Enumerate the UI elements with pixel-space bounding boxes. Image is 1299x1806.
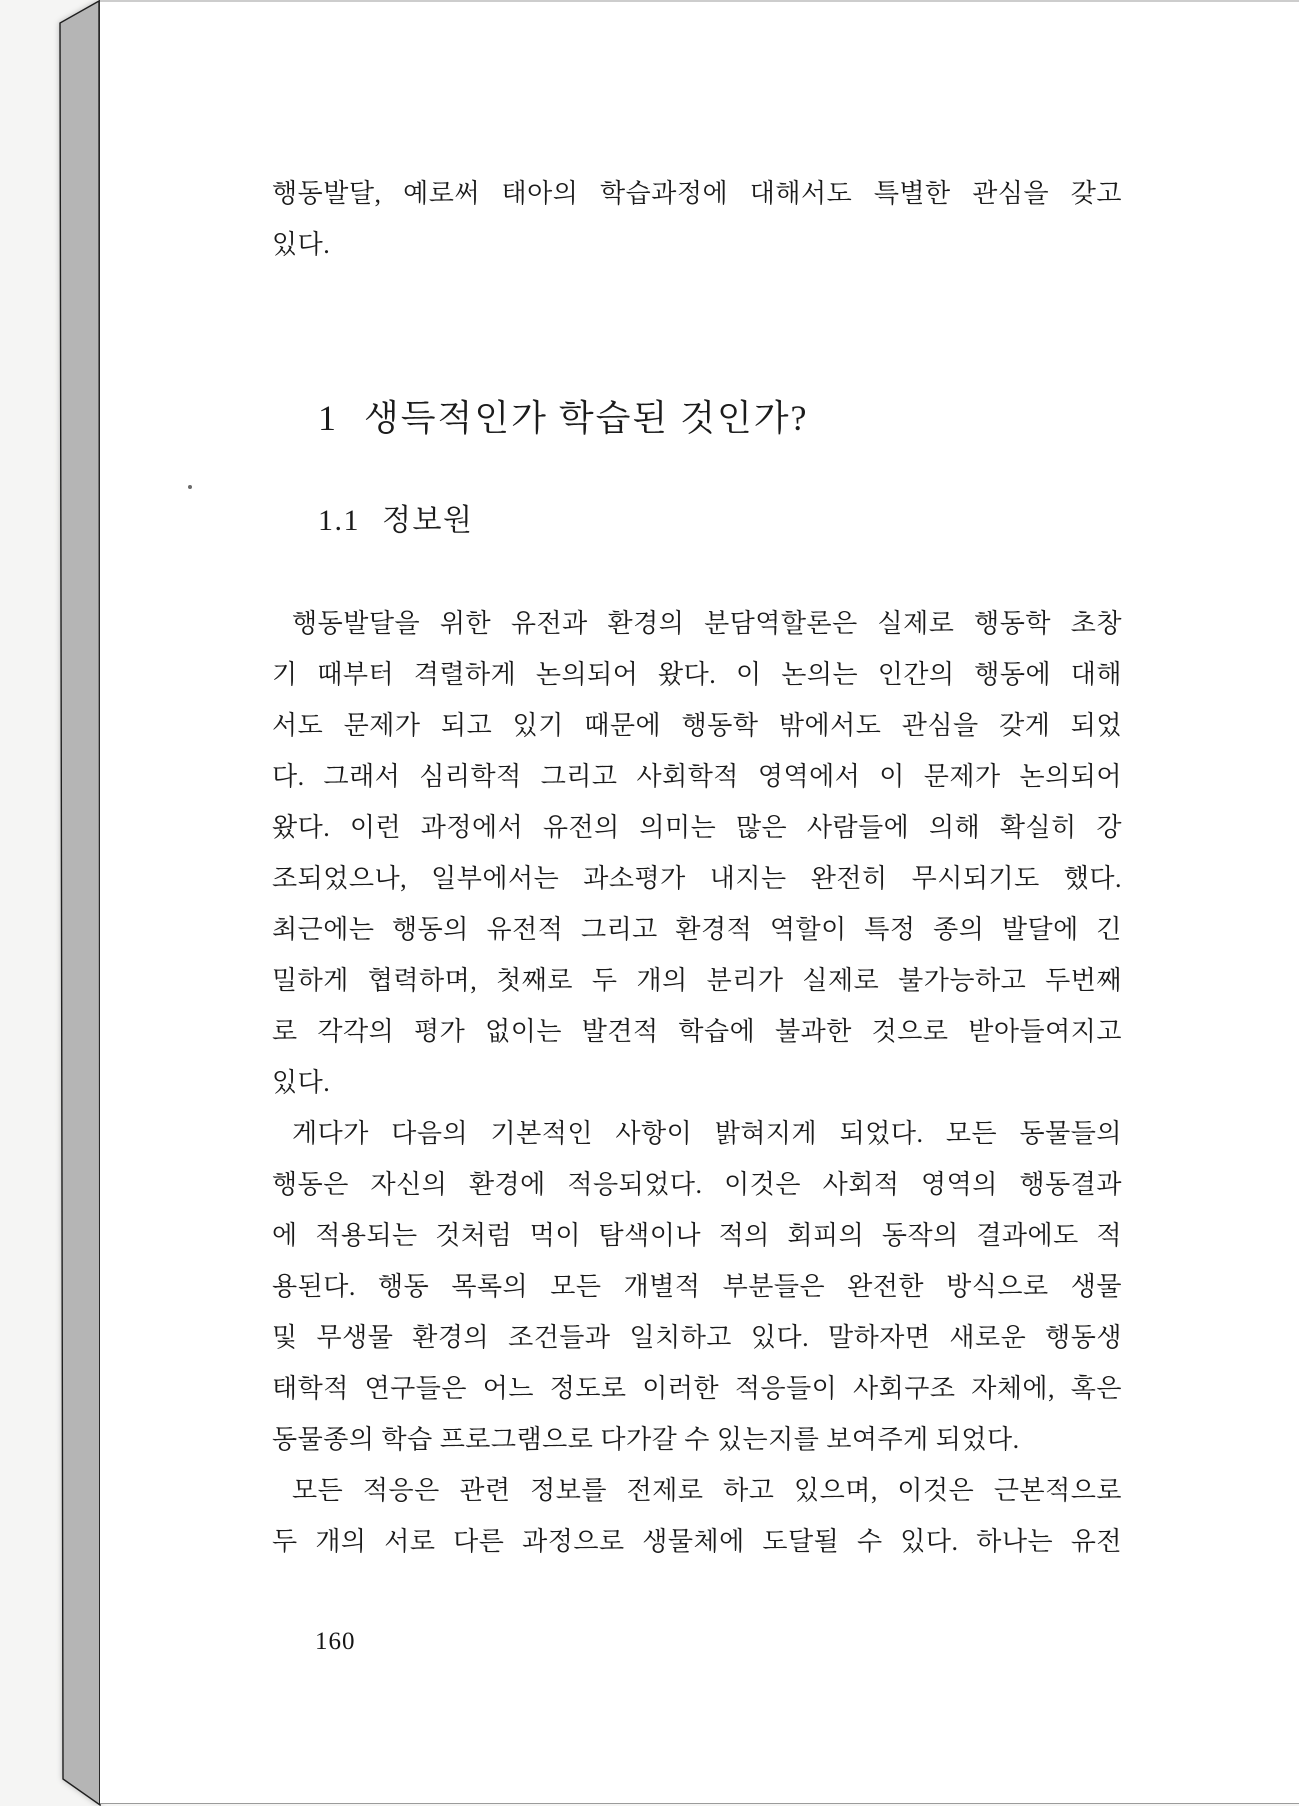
text-line: 에 적용되는 것처럼 먹이 탐색이나 적의 회피의 동작의 결과에도 적 <box>272 1221 1122 1250</box>
text-line: 밀하게 협력하며, 첫째로 두 개의 분리가 실제로 불가능하고 두번째 <box>272 966 1122 995</box>
section-title: 생득적인가 학습된 것인가? <box>364 398 809 438</box>
text-line: 조되었으나, 일부에서는 과소평가 내지는 완전히 무시되기도 했다. <box>272 864 1122 893</box>
text-line: 로 각각의 평가 없이는 발견적 학습에 불과한 것으로 받아들여지고 <box>272 1017 1122 1046</box>
text-line: 서도 문제가 되고 있기 때문에 행동학 밖에서도 관심을 갖게 되었 <box>272 711 1122 740</box>
text-line: 있다. <box>272 1068 331 1097</box>
section-heading <box>272 394 1168 442</box>
text-line: 두 개의 서로 다른 과정으로 생물체에 도달될 수 있다. 하나는 유전 <box>272 1527 1122 1556</box>
intro-paragraph <box>272 168 1122 270</box>
scan-artifact-dot <box>188 485 192 489</box>
text-line: 왔다. 이런 과정에서 유전의 의미는 많은 사람들에 의해 확실히 강 <box>272 813 1122 842</box>
text-line: 행동발달, 예로써 태아의 학습과정에 대해서도 특별한 관심을 갖고 <box>272 179 1122 208</box>
text-line: 최근에는 행동의 유전적 그리고 환경적 역할이 특정 종의 발달에 긴 <box>272 915 1122 944</box>
book-page <box>100 0 1299 1804</box>
text-line: 용된다. 행동 목록의 모든 개별적 부분들은 완전한 방식으로 생물 <box>272 1272 1122 1301</box>
section-number: 1 <box>318 398 338 438</box>
page-number: 160 <box>315 1628 356 1655</box>
text-line: 게다가 다음의 기본적인 사항이 밝혀지게 되었다. 모든 동물들의 <box>292 1119 1122 1148</box>
book-spine-edge <box>0 0 110 1806</box>
text-line: 태학적 연구들은 어느 정도로 이러한 적응들이 사회구조 자체에, 혹은 <box>272 1374 1122 1403</box>
text-line: 모든 적응은 관련 정보를 전제로 하고 있으며, 이것은 근본적으로 <box>292 1476 1122 1505</box>
text-line: 동물종의 학습 프로그램으로 다가갈 수 있는지를 보여주게 되었다. <box>272 1425 1020 1454</box>
subsection-heading <box>272 500 1168 542</box>
text-line: 기 때부터 격렬하게 논의되어 왔다. 이 논의는 인간의 행동에 대해 <box>272 660 1122 689</box>
subsection-number: 1.1 <box>318 504 360 537</box>
text-line: 및 무생물 환경의 조건들과 일치하고 있다. 말하자면 새로운 행동생 <box>272 1323 1122 1352</box>
text-line: 행동발달을 위한 유전과 환경의 분담역할론은 실제로 행동학 초창 <box>292 609 1122 638</box>
subsection-title: 정보원 <box>382 504 474 537</box>
text-line: 행동은 자신의 환경에 적응되었다. 이것은 사회적 영역의 행동결과 <box>272 1170 1122 1199</box>
text-line: 다. 그래서 심리학적 그리고 사회학적 영역에서 이 문제가 논의되어 <box>272 762 1122 791</box>
body-text <box>272 598 1122 1567</box>
text-line: 있다. <box>272 230 331 259</box>
